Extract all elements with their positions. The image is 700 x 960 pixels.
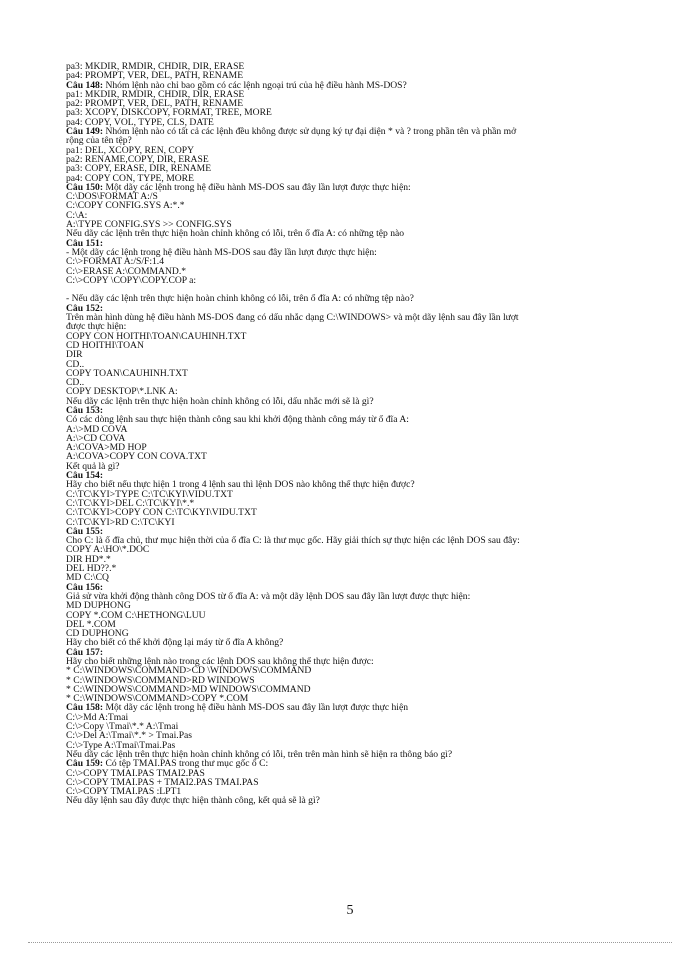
text-line: pa2: PROMPT, VER, DEL, PATH, RENAME [66,98,244,110]
question-line: Câu 159: Có tệp TMAI.PAS trong thư mục gốc ổ C: [66,758,269,770]
text-line: C:\COPY CONFIG.SYS A:*.* [66,200,185,212]
text-line: DEL *.COM [66,618,116,630]
text-line: C:\>COPY \COPY\COPY.COP a: [66,274,197,286]
question-label: Câu 148: [66,79,104,91]
question-label: Câu 151: [66,237,104,249]
question-line: Câu 148: Nhóm lệnh nào chỉ bao gồm có các lệnh ngoại trú của hệ điều hành MS-DOS? [66,79,407,91]
text-line: pa3: MKDIR, RMDIR, CHDIR, DIR, ERASE [66,61,245,72]
question-line: Câu 149: Nhóm lệnh nào có tất cả các lệnh đều không được sử dụng ký tự đại diện * và ? trong phần tên và phần mở [66,126,517,138]
question-label: Câu 158: [66,702,104,714]
text-line: A:\COVA>MD HOP [66,442,147,454]
text-line: C:\>ERASE A:\COMMAND.* [66,265,187,277]
text-line: COPY CON HOITHI\TOAN\CAUHINH.TXT [66,330,247,342]
text-line: A:\>MD COVA [66,423,128,435]
text-line: * C:\WINDOWS\COMMAND>RD WINDOWS [66,674,255,686]
text-line: rộng của tên tệp? [66,135,132,147]
text-line: pa4: PROMPT, VER, DEL, PATH, RENAME [66,70,244,82]
text-line: A:\>CD COVA [66,432,126,444]
text-line: C:\>COPY TMAI.PAS TMAI2.PAS [66,767,205,779]
text-line: được thực hiện: [66,321,127,333]
footer-dotted-rule [28,942,672,943]
text-line: * C:\WINDOWS\COMMAND>COPY *.COM [66,693,249,705]
text-line: MD DUPHONG [66,600,131,612]
text-line: C:\TC\KYI>RD C:\TC\KYI [66,516,175,528]
question-line: Câu 158: Một dãy các lệnh trong hệ điều hành MS-DOS sau đây lần lượt được thực hiện [66,702,409,714]
page-body-text [66,62,666,806]
text-line: C:\>Copy \Tmai\*.* A:\Tmai [66,721,179,733]
question-label: Câu 155: [66,525,104,537]
text-line: * C:\WINDOWS\COMMAND>MD WINDOWS\COMMAND [66,683,311,695]
text-line: CD DUPHONG [66,628,129,640]
text-line: pa1: MKDIR, RMDIR, CHDIR, DIR, ERASE [66,88,245,100]
text-line: Có các dòng lệnh sau thực hiện thành công sau khi khởi động thành công máy từ ổ đĩa A: [66,414,409,426]
text-line: pa1: DEL, XCOPY, REN, COPY [66,144,195,156]
text-line: pa2: RENAME,COPY, DIR, ERASE [66,153,209,165]
text-line: C:\TC\KYI>COPY CON C:\TC\KYI\VIDU.TXT [66,507,257,519]
text-line: COPY *.COM C:\HETHONG\LUU [66,609,206,621]
text-line: pa3: COPY, ERASE, DIR, RENAME [66,163,212,175]
text-line: C:\TC\KYI>TYPE C:\TC\KYI\VIDU.TXT [66,488,233,500]
question-label: Câu 156: [66,581,104,593]
text-line: COPY DESKTOP\*.LNK A: [66,386,178,398]
text-line: - Một dãy các lệnh trong hệ điều hành MS-DOS sau đây lần lượt được thực hiện: [66,246,377,258]
text-line: pa4: COPY, VOL, TYPE, CLS, DATE [66,116,214,128]
question-line: Câu 150: Một dãy các lệnh trong hệ điều hành MS-DOS sau đây lần lượt được thực hiện: [66,181,411,193]
text-line: Nếu dãy các lệnh trên thực hiện hoàn chỉnh không có lỗi, trên ổ đĩa A: có những tệp nào [66,228,405,240]
text-line: * C:\WINDOWS\COMMAND>CD \WINDOWS\COMMAND [66,665,312,677]
text-line: CD.. [66,358,85,370]
text-line: C:\>Type A:\Tmai\Tmai.Pas [66,739,176,751]
text-line: Trên màn hình dùng hệ điều hành MS-DOS đang có dấu nhắc dạng C:\WINDOWS> và một dãy lệnh sau đây lần lượt [66,312,519,324]
text-line: Hãy cho biết có thể khởi động lại máy từ ổ đĩa A không? [66,637,284,649]
text-line: DIR [66,349,83,361]
question-label: Câu 157: [66,646,104,658]
text-line: COPY TOAN\CAUHINH.TXT [66,367,188,379]
text-line: A:\COVA>COPY CON COVA.TXT [66,451,207,463]
text-line: pa4: COPY CON, TYPE, MORE [66,172,194,184]
text-line: Nếu dãy lệnh sau đây được thực hiện thành công, kết quả sẽ là gì? [66,795,320,807]
text-line: COPY A:\HO\*.DOC [66,544,150,556]
question-label: Câu 159: [66,758,104,770]
text-line: Cho C: là ổ đĩa chủ, thư mục hiện thời của ổ đĩa C: là thư mục gốc. Hãy giải thích sự thực hiện các lệnh DOS sau đây: [66,535,520,547]
text-line: C:\>COPY TMAI.PAS + TMAI2.PAS TMAI.PAS [66,776,259,788]
text-line: Nếu dãy các lệnh trên thực hiện hoàn chỉnh không có lỗi, trên trên màn hình sẽ hiện ra thông báo gì? [66,748,453,760]
text-line: DIR HD*.* [66,553,111,565]
question-label: Câu 152: [66,302,104,314]
text-line: C:\>FORMAT A:/S/F:1.4 [66,256,165,268]
question-label: Câu 150: [66,181,104,193]
text-line: Giả sử vừa khởi động thành công DOS từ ổ đĩa A: và một dãy lệnh DOS sau đây lần lượt được thực hiện: [66,590,471,602]
text-line: C:\>Del A:\Tmai\*.* > Tmai.Pas [66,730,193,742]
text-line: Hãy cho biết nếu thực hiện 1 trong 4 lệnh sau thì lệnh DOS nào không thể thực hiện được? [66,479,415,491]
text-line: C:\>Md A:Tmai [66,711,129,723]
text-line: DEL HD??.* [66,563,117,575]
text-line: MD C:\CQ [66,572,109,584]
text-line: pa3: XCOPY, DISKCOPY, FORMAT, TREE, MORE [66,107,272,119]
text-line: Nếu dãy các lệnh trên thực hiện hoàn chỉnh không có lỗi, dấu nhắc mới sẽ là gì? [66,395,374,407]
question-label: Câu 153: [66,404,104,416]
text-line: A:\TYPE CONFIG.SYS >> CONFIG.SYS [66,219,232,231]
text-line: C:\TC\KYI>DEL C:\TC\KYI\*.* [66,497,195,509]
text-line: CD HOITHI\TOAN [66,339,144,351]
text-line: Kết quả là gì? [66,460,120,472]
question-label: Câu 149: [66,126,104,138]
text-line: C:\A: [66,209,88,221]
text-line: CD.. [66,377,85,389]
text-line: C:\DOS\FORMAT A:/S [66,191,158,203]
text-line: C:\>COPY TMAI.PAS :LPT1 [66,786,182,798]
page-number: 5 [346,903,354,918]
text-line: Hãy cho biết những lệnh nào trong các lệnh DOS sau không thể thực hiện được: [66,656,374,667]
text-line: - Nếu dãy các lệnh trên thực hiện hoàn chỉnh không có lỗi, trên ổ đĩa A: có những tệp nào? [66,293,414,305]
question-label: Câu 154: [66,470,104,482]
